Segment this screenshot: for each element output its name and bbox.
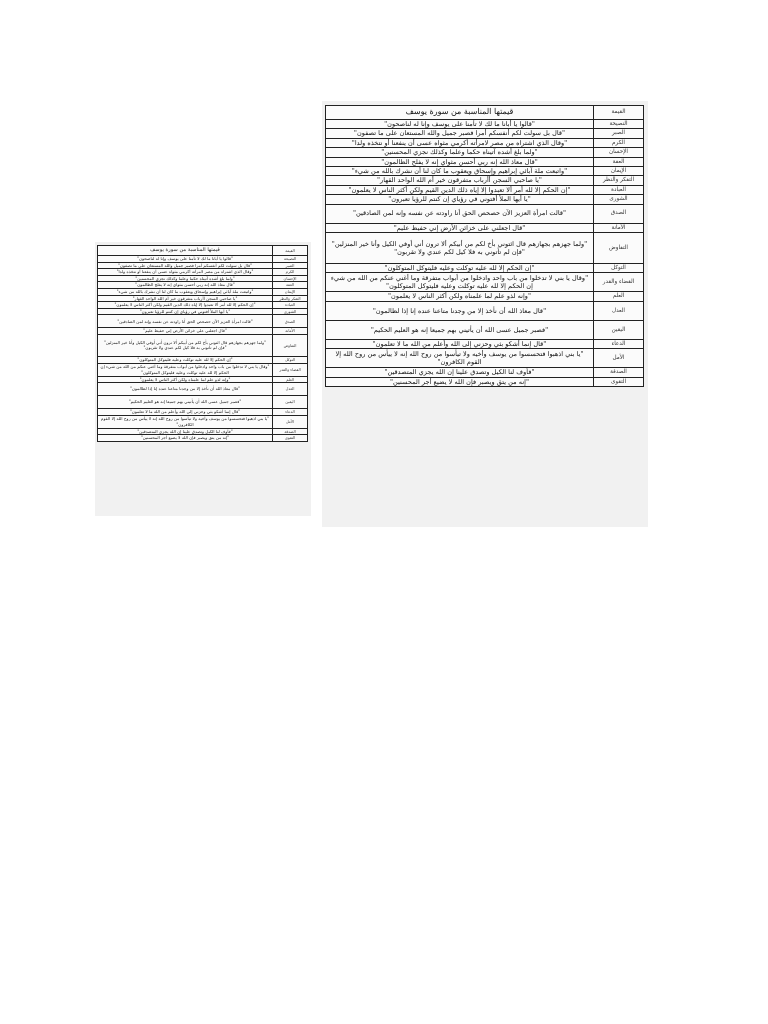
table-row bbox=[326, 223, 644, 232]
value-cell: التقوى bbox=[594, 377, 644, 386]
verse-cell: "قالت امرأة العزيز الآن حصحص الحق أنا راودته عن نفسه وإنه لمن الصادقين" bbox=[98, 315, 273, 328]
table-row bbox=[326, 148, 644, 157]
table-row bbox=[326, 204, 644, 223]
table-row bbox=[98, 428, 308, 435]
table-row bbox=[326, 157, 644, 166]
value-cell: الإيمان bbox=[273, 288, 308, 295]
verse-cell: "ولما جهزهم بجهازهم قال ائتوني بأخ لكم من أبيكم ألا ترون أني أوفي الكيل وأنا خير المنزلين" "فإن لم تأتوني به فلا كيل لكم عندي ولا تقربون" bbox=[326, 233, 594, 264]
verse-cell: "إن الحكم إلا لله عليه توكلت وعليه فليتوكل المتوكلون" bbox=[98, 356, 273, 363]
values-table-small bbox=[97, 245, 308, 442]
verse-cell: "يا صاحبي السجن أأرباب متفرقون خير أم الله الواحد القهار" bbox=[98, 295, 273, 302]
value-cell: الكرم bbox=[594, 138, 644, 147]
verse-cell: "وإنه لذو علم لما علمناه ولكن أكثر الناس لا يعلمون" bbox=[98, 376, 273, 383]
table-row bbox=[98, 302, 308, 309]
verse-cell: "فصبر جميل عسى الله أن يأتيني بهم جميعا إنه هو العليم الحكيم" bbox=[326, 320, 594, 339]
verse-cell: "فأوف لنا الكيل وتصدق علينا إن الله يجزي المتصدقين" bbox=[98, 428, 273, 435]
table-row bbox=[98, 288, 308, 295]
table-row bbox=[98, 396, 308, 409]
verse-cell: "إنه من يتق ويصبر فإن الله لا يضيع أجر المحسنين" bbox=[326, 377, 594, 386]
table-row bbox=[98, 282, 308, 289]
table-row bbox=[326, 195, 644, 204]
table-row bbox=[326, 320, 644, 339]
header-verses: قيمتها المناسبة من سورة يوسف bbox=[326, 106, 594, 120]
table-row bbox=[98, 269, 308, 276]
value-cell: الإيمان bbox=[594, 167, 644, 176]
verse-cell: "قال إنما أشكو بثي وحزني إلى الله وأعلم من الله ما لا تعلمون" bbox=[326, 339, 594, 348]
verse-cell: "قال اجعلني على خزائن الأرض إني حفيظ عليم" bbox=[98, 328, 273, 335]
value-cell: الدعاء bbox=[273, 409, 308, 416]
values-table-scan-large bbox=[322, 101, 648, 527]
table-row bbox=[98, 376, 308, 383]
verse-cell: "إن الحكم إلا لله أمر ألا تعبدوا إلا إياه ذلك الدين القيم ولكن أكثر الناس لا يعلمون" bbox=[98, 302, 273, 309]
value-cell: العدل bbox=[273, 383, 308, 396]
verse-cell: "وقال يا بني لا تدخلوا من باب واحد وادخلوا من أبواب متفرقة وما أغني عنكم من الله من شيء إن الحكم إلا لله عليه توكلت وعليه فليتوكل المتوكلون" bbox=[98, 363, 273, 376]
value-cell: القضاء والقدر bbox=[273, 363, 308, 376]
verse-cell: "إنه من يتق ويصبر فإن الله لا يضيع أجر المحسنين" bbox=[98, 435, 273, 442]
value-cell: الصدقة bbox=[273, 428, 308, 435]
value-cell: التقوى bbox=[273, 435, 308, 442]
value-cell: التوكل bbox=[273, 356, 308, 363]
value-cell: الصدق bbox=[273, 315, 308, 328]
verse-cell: "يا أيها الملأ أفتوني في رؤياي إن كنتم للرؤيا تعبرون" bbox=[98, 308, 273, 315]
verse-cell: "يا بني اذهبوا فتحسسوا من يوسف وأخيه ولا تيأسوا من روح الله إنه لا ييأس من روح الله إلا القوم الكافرون" bbox=[326, 349, 594, 368]
header-value: القيمة bbox=[273, 246, 308, 256]
value-cell: التفكر والنظر bbox=[594, 176, 644, 185]
table-row bbox=[98, 295, 308, 302]
header-verses: قيمتها المناسبة من سورة يوسف bbox=[98, 246, 273, 256]
table-row bbox=[98, 383, 308, 396]
value-cell: الشورى bbox=[273, 308, 308, 315]
value-cell: التفاوض bbox=[594, 233, 644, 264]
verse-cell: "فصبر جميل عسى الله أن يأتيني بهم جميعا إنه هو العليم الحكيم" bbox=[98, 396, 273, 409]
verse-cell: "يا أيها الملأ أفتوني في رؤياي إن كنتم للرؤيا تعبرون" bbox=[326, 195, 594, 204]
value-cell: العلم bbox=[594, 292, 644, 301]
value-cell: الإحسان bbox=[594, 148, 644, 157]
table-row bbox=[326, 292, 644, 301]
value-cell: النصيحة bbox=[273, 256, 308, 263]
verse-cell: "وقال الذي اشتراه من مصر لامرأته أكرمي مثواه عسى أن ينفعنا أو نتخذه ولدا" bbox=[326, 138, 594, 147]
table-row bbox=[326, 176, 644, 185]
header-value: القيمة bbox=[594, 106, 644, 120]
value-cell: الصدق bbox=[594, 204, 644, 223]
value-cell: النصيحة bbox=[594, 120, 644, 129]
verse-cell: "وقال يا بني لا تدخلوا من باب واحد وادخلوا من أبواب متفرقة وما أغني عنكم من الله من شيء إن الحكم إلا لله عليه توكلت وعليه فليتوكل المتوكلون" bbox=[326, 273, 594, 292]
table-row bbox=[326, 233, 644, 264]
table-row bbox=[326, 185, 644, 194]
value-cell: الكرم bbox=[273, 269, 308, 276]
value-cell: التفكر والنظر bbox=[273, 295, 308, 302]
table-row bbox=[98, 262, 308, 269]
value-cell: العبادة bbox=[273, 302, 308, 309]
table-row bbox=[98, 363, 308, 376]
table-row bbox=[326, 349, 644, 368]
table-header-row bbox=[98, 246, 308, 256]
verse-cell: "وقال الذي اشتراه من مصر لامرأته أكرمي مثواه عسى أن ينفعنا أو نتخذه ولدا" bbox=[98, 269, 273, 276]
value-cell: الأمانة bbox=[594, 223, 644, 232]
value-cell: الأمل bbox=[273, 415, 308, 428]
value-cell: الإحسان bbox=[273, 275, 308, 282]
verse-cell: "قال معاذ الله إنه ربي أحسن مثواي إنه لا يفلح الظالمون" bbox=[326, 157, 594, 166]
verse-cell: "ولما جهزهم بجهازهم قال ائتوني بأخ لكم من أبيكم ألا ترون أني أوفي الكيل وأنا خير المنزلين" "فإن لم تأتوني به فلا كيل لكم عندي ولا تقربون" bbox=[98, 334, 273, 356]
value-cell: الدعاء bbox=[594, 339, 644, 348]
verse-cell: "قالوا يا أبانا ما لك لا تأمنا على يوسف وإنا له لناصحون" bbox=[326, 120, 594, 129]
value-cell: الأمانة bbox=[273, 328, 308, 335]
values-table-large bbox=[325, 105, 644, 387]
verse-cell: "قال بل سولت لكم أنفسكم أمرا فصبر جميل والله المستعان على ما تصفون" bbox=[98, 262, 273, 269]
table-row bbox=[98, 435, 308, 442]
verse-cell: "قالت امرأة العزيز الآن حصحص الحق أنا راودته عن نفسه وإنه لمن الصادقين" bbox=[326, 204, 594, 223]
values-table-scan-small bbox=[95, 242, 311, 516]
verse-cell: "قال إنما أشكو بثي وحزني إلى الله وأعلم من الله ما لا تعلمون" bbox=[98, 409, 273, 416]
value-cell: الصبر bbox=[273, 262, 308, 269]
value-cell: اليقين bbox=[594, 320, 644, 339]
verse-cell: "قال معاذ الله أن نأخذ إلا من وجدنا متاعنا عنده إنا إذا لظالمون" bbox=[326, 301, 594, 320]
verse-cell: "واتبعت ملة آبائي إبراهيم وإسحاق ويعقوب ما كان لنا أن نشرك بالله من شيء" bbox=[98, 288, 273, 295]
table-row bbox=[98, 409, 308, 416]
verse-cell: "يا بني اذهبوا فتحسسوا من يوسف وأخيه ولا تيأسوا من روح الله إنه لا ييأس من روح الله إلا القوم الكافرون" bbox=[98, 415, 273, 428]
table-row bbox=[98, 275, 308, 282]
value-cell: التفاوض bbox=[273, 334, 308, 356]
table-row bbox=[98, 315, 308, 328]
value-cell: الصدقة bbox=[594, 368, 644, 377]
value-cell: التوكل bbox=[594, 264, 644, 273]
table-header-row bbox=[326, 106, 644, 120]
verse-cell: "وإنه لذو علم لما علمناه ولكن أكثر الناس لا يعلمون" bbox=[326, 292, 594, 301]
value-cell: العبادة bbox=[594, 185, 644, 194]
verse-cell: "قال بل سولت لكم أنفسكم أمرا فصبر جميل والله المستعان على ما تصفون" bbox=[326, 129, 594, 138]
table-row bbox=[326, 377, 644, 386]
value-cell: الشورى bbox=[594, 195, 644, 204]
table-row bbox=[326, 167, 644, 176]
value-cell: العلم bbox=[273, 376, 308, 383]
table-row bbox=[326, 368, 644, 377]
verse-cell: "قال معاذ الله إنه ربي أحسن مثواي إنه لا يفلح الظالمون" bbox=[98, 282, 273, 289]
verse-cell: "ولما بلغ أشده آتيناه حكما وعلما وكذلك نجزي المحسنين" bbox=[98, 275, 273, 282]
verse-cell: "يا صاحبي السجن أأرباب متفرقون خير أم الله الواحد القهار" bbox=[326, 176, 594, 185]
value-cell: القضاء والقدر bbox=[594, 273, 644, 292]
table-row bbox=[326, 120, 644, 129]
table-row bbox=[98, 308, 308, 315]
table-row bbox=[326, 301, 644, 320]
table-row bbox=[326, 129, 644, 138]
value-cell: العفة bbox=[273, 282, 308, 289]
table-row bbox=[326, 138, 644, 147]
verse-cell: "ولما بلغ أشده آتيناه حكما وعلما وكذلك نجزي المحسنين" bbox=[326, 148, 594, 157]
value-cell: العفة bbox=[594, 157, 644, 166]
verse-cell: "واتبعت ملة آبائي إبراهيم وإسحاق ويعقوب ما كان لنا أن نشرك بالله من شيء" bbox=[326, 167, 594, 176]
value-cell: العدل bbox=[594, 301, 644, 320]
value-cell: الصبر bbox=[594, 129, 644, 138]
verse-cell: "إن الحكم إلا لله أمر ألا تعبدوا إلا إياه ذلك الدين القيم ولكن أكثر الناس لا يعلمون" bbox=[326, 185, 594, 194]
table-row bbox=[326, 264, 644, 273]
table-row bbox=[98, 334, 308, 356]
table-row bbox=[326, 273, 644, 292]
verse-cell: "قال اجعلني على خزائن الأرض إني حفيظ عليم" bbox=[326, 223, 594, 232]
table-row bbox=[98, 415, 308, 428]
verse-cell: "إن الحكم إلا لله عليه توكلت وعليه فليتوكل المتوكلون" bbox=[326, 264, 594, 273]
verse-cell: "قالوا يا أبانا ما لك لا تأمنا على يوسف وإنا له لناصحون" bbox=[98, 256, 273, 263]
table-row bbox=[98, 328, 308, 335]
table-row bbox=[98, 356, 308, 363]
verse-cell: "قال معاذ الله أن نأخذ إلا من وجدنا متاعنا عنده إنا إذا لظالمون" bbox=[98, 383, 273, 396]
verse-cell: "فأوف لنا الكيل وتصدق علينا إن الله يجزي المتصدقين" bbox=[326, 368, 594, 377]
value-cell: اليقين bbox=[273, 396, 308, 409]
table-row bbox=[326, 339, 644, 348]
value-cell: الأمل bbox=[594, 349, 644, 368]
table-row bbox=[98, 256, 308, 263]
